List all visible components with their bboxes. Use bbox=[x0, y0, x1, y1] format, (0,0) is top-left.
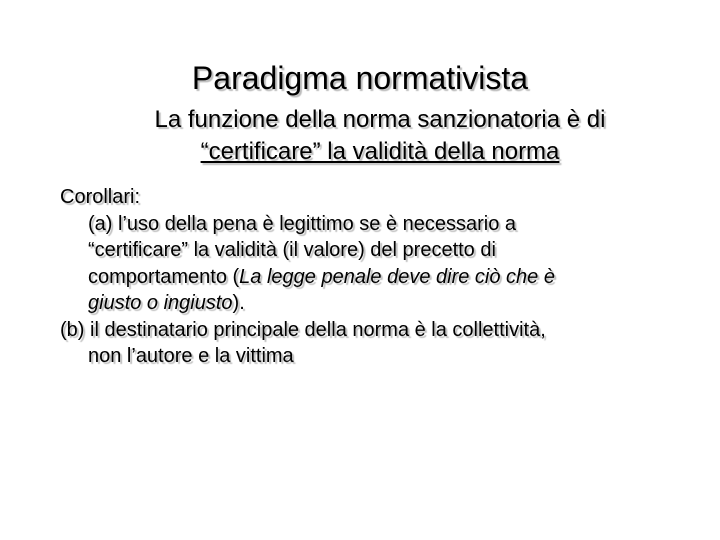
slide-subtitle bbox=[60, 104, 700, 168]
item-b-line-2: non l’autore e la vittima bbox=[88, 345, 294, 367]
item-a-line-4 bbox=[60, 290, 710, 317]
item-a-line-2: “certificare” la validità (il valore) del precetto di bbox=[88, 239, 496, 261]
slide-title: Paradigma normativista bbox=[191, 60, 529, 96]
item-b-line-1: (b) il destinatario principale della norma è la collettività, bbox=[60, 318, 546, 341]
subtitle-line-2: “certificare” la validità della norma bbox=[200, 138, 560, 165]
item-a-line-3 bbox=[60, 264, 710, 291]
item-a-line-4-text: ). bbox=[232, 292, 245, 314]
corollari-heading: Corollari: bbox=[60, 186, 141, 208]
subtitle-line-1: La funzione della norma sanzionatoria è di bbox=[154, 106, 606, 133]
item-a-line-4-italic: giusto o ingiusto bbox=[88, 292, 233, 314]
slide-body bbox=[60, 184, 710, 370]
item-a-line-1: (a) l’uso della pena è legittimo se è necessario a bbox=[88, 212, 517, 235]
item-a-line-3-text: comportamento ( bbox=[88, 265, 240, 288]
item-a-line-3-italic: La legge penale deve dire ciò che è bbox=[239, 265, 555, 288]
